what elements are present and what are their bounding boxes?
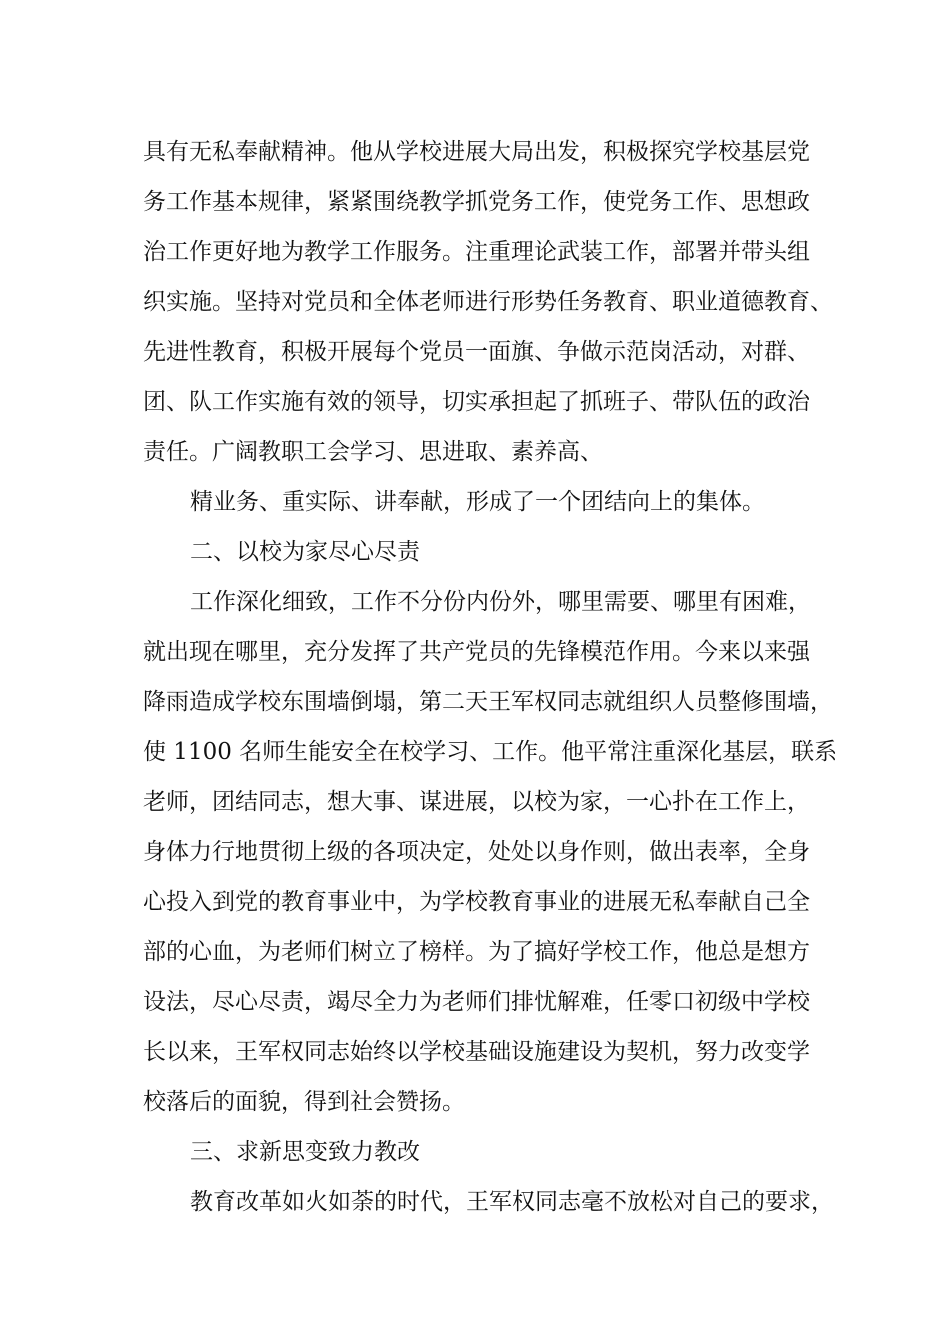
body-text-line: 设法，尽心尽责，竭尽全力为老师们排忧解难，任零口初级中学校 <box>143 989 810 1015</box>
body-text-line: 教育改革如火如荼的时代，王军权同志毫不放松对自己的要求， <box>190 1189 834 1215</box>
body-text-line: 就出现在哪里，充分发挥了共产党员的先锋模范作用。今来以来强 <box>143 639 810 665</box>
body-text-line: 校落后的面貌，得到社会赞扬。 <box>143 1089 465 1115</box>
body-text-line: 先进性教育，积极开展每个党员一面旗、争做示范岗活动，对群、 <box>143 339 810 365</box>
body-text-line: 使 1100 名师生能安全在校学习、工作。他平常注重深化基层，联系 <box>143 739 838 765</box>
body-text-line: 心投入到党的教育事业中，为学校教育事业的进展无私奉献自己全 <box>143 889 810 915</box>
body-text-line: 长以来，王军权同志始终以学校基础设施建设为契机，努力改变学 <box>143 1039 810 1065</box>
body-text-line: 工作深化细致，工作不分份内份外，哪里需要、哪里有困难， <box>190 589 811 615</box>
body-text-line: 身体力行地贯彻上级的各项决定，处处以身作则，做出表率，全身 <box>143 839 810 865</box>
section-heading: 三、求新思变致力教改 <box>190 1139 420 1165</box>
body-text-line: 降雨造成学校东围墙倒塌，第二天王军权同志就组织人员整修围墙， <box>143 689 833 715</box>
body-text-line: 务工作基本规律，紧紧围绕教学抓党务工作，使党务工作、思想政 <box>143 189 810 215</box>
body-text-line: 织实施。坚持对党员和全体老师进行形势任务教育、职业道德教育、 <box>143 289 833 315</box>
body-text-line: 具有无私奉献精神。他从学校进展大局出发，积极探究学校基层党 <box>143 139 810 165</box>
body-text-line: 治工作更好地为教学工作服务。注重理论武装工作，部署并带头组 <box>143 239 810 265</box>
body-text-line: 团、队工作实施有效的领导，切实承担起了抓班子、带队伍的政治 <box>143 389 810 415</box>
body-text-line: 老师，团结同志，想大事、谋进展，以校为家，一心扑在工作上， <box>143 789 810 815</box>
section-heading: 二、以校为家尽心尽责 <box>190 539 420 565</box>
body-text-line: 部的心血，为老师们树立了榜样。为了搞好学校工作，他总是想方 <box>143 939 810 965</box>
body-text-line: 责任。广阔教职工会学习、思进取、素养高、 <box>143 439 603 465</box>
body-text-line: 精业务、重实际、讲奉献，形成了一个团结向上的集体。 <box>190 489 765 515</box>
